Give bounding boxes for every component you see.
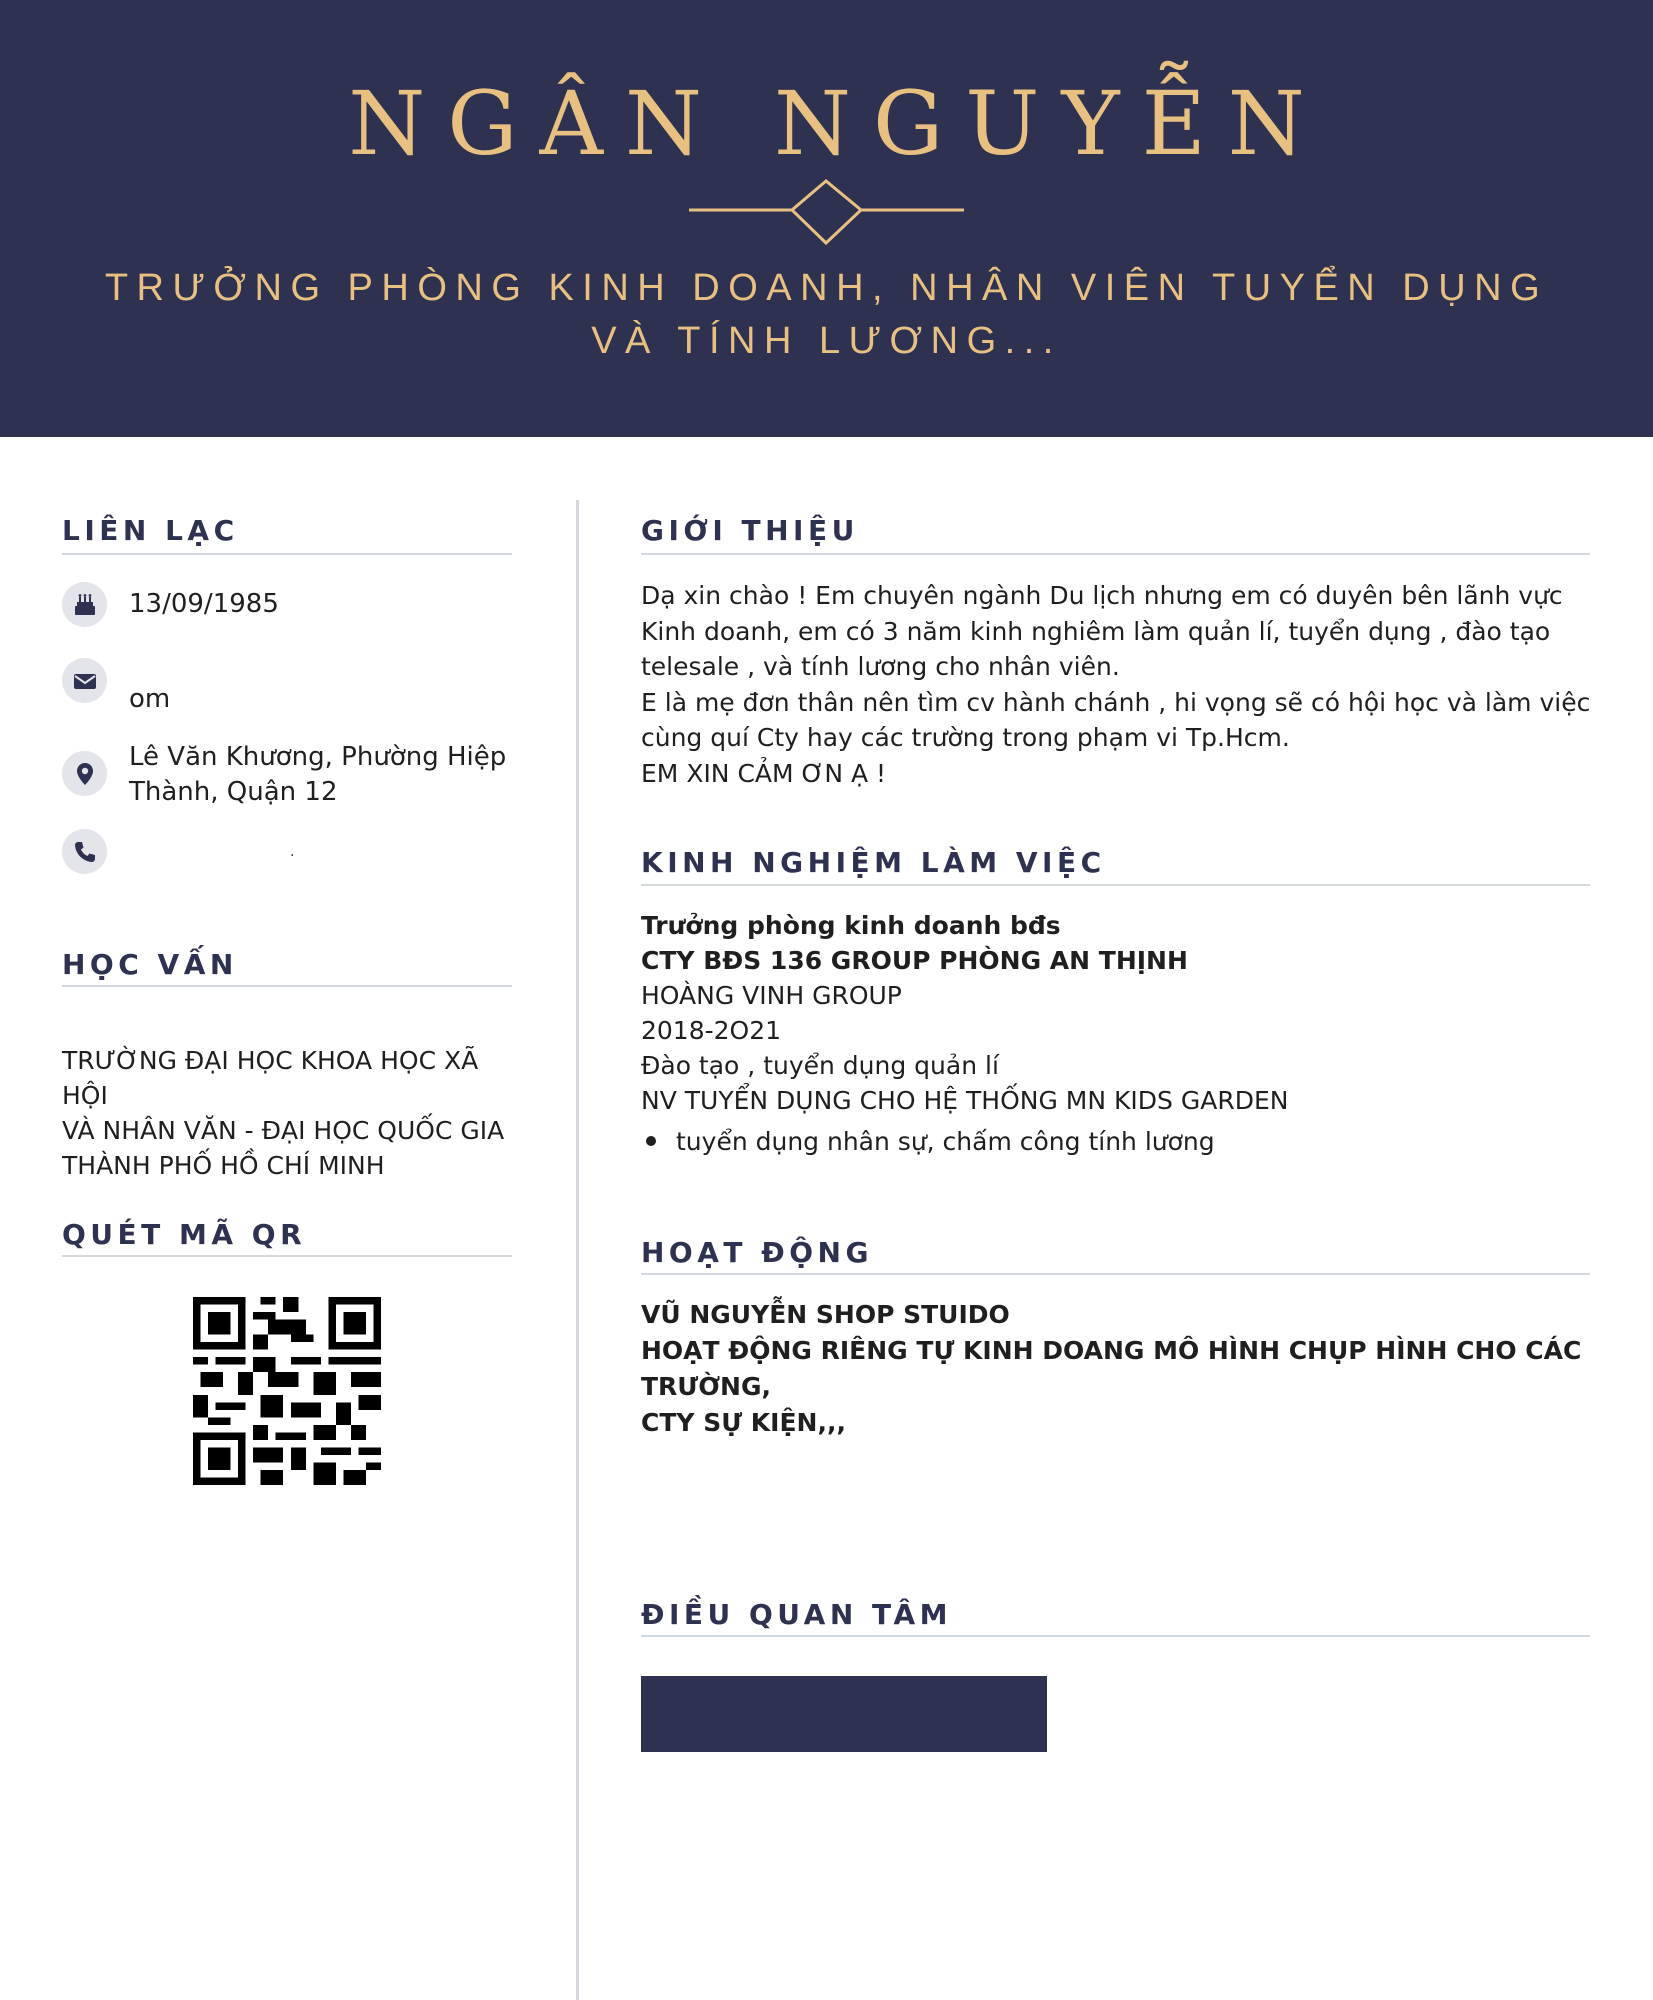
diamond-ornament-icon: [689, 178, 964, 250]
birth-date: 13/09/1985: [129, 589, 279, 619]
education-line: TRƯỜNG ĐẠI HỌC KHOA HỌC XÃ HỘI: [62, 1046, 479, 1110]
intro-rule: [641, 553, 1590, 555]
intro-paragraph: [641, 578, 1601, 791]
contact-rule: [62, 553, 512, 555]
activity-line: CTY SỰ KIỆN,,,: [641, 1408, 846, 1437]
education-rule: [62, 985, 512, 987]
activity-entry: [641, 1297, 1601, 1441]
experience-period: 2018-2O21: [641, 1016, 782, 1045]
column-divider: [576, 500, 579, 2000]
intro-line: Kinh doanh, em có 3 năm kinh nghiêm làm quản lí, tuyển dụng , đào tạo: [641, 616, 1551, 646]
qr-section-title: QUÉT MÃ QR: [62, 1218, 307, 1251]
map-pin-icon: [62, 751, 107, 796]
experience-entry: [641, 908, 1601, 1159]
candidate-name: NGÂN NGUYỄN: [348, 72, 1327, 175]
experience-position: Trưởng phòng kinh doanh bđs: [641, 911, 1061, 940]
activity-line: VŨ NGUYỄN SHOP STUIDO: [641, 1300, 1010, 1329]
header-banner: [0, 0, 1653, 437]
experience-duty: Đào tạo , tuyển dụng quản lí: [641, 1051, 999, 1080]
phone-icon: [62, 829, 107, 874]
experience-bullet: [641, 1124, 1601, 1159]
phone-number[interactable]: .: [290, 844, 295, 860]
education-school: [62, 1043, 522, 1183]
education-line: THÀNH PHỐ HỒ CHÍ MINH: [62, 1151, 385, 1180]
interests-rule: [641, 1635, 1590, 1637]
education-section-title: HỌC VẤN: [62, 948, 238, 981]
contact-section-title: LIÊN LẠC: [62, 514, 239, 547]
birthday-cake-icon: [62, 582, 107, 627]
qr-rule: [62, 1255, 512, 1257]
education-line: VÀ NHÂN VĂN - ĐẠI HỌC QUỐC GIA: [62, 1116, 505, 1145]
activity-section-title: HOẠT ĐỘNG: [641, 1236, 873, 1269]
activity-line: HOẠT ĐỘNG RIÊNG TỰ KINH DOANG MÔ HÌNH CHỤP HÌNH CHO CÁC TRƯỜNG,: [641, 1336, 1582, 1401]
job-title: [80, 262, 1573, 368]
address-line-1: Lê Văn Khương, Phường Hiệp: [129, 742, 507, 772]
job-title-line-1: TRƯỞNG PHÒNG KINH DOANH, NHÂN VIÊN TUYỂN DỤNG: [104, 267, 1549, 309]
email-address[interactable]: om: [129, 684, 171, 714]
experience-second-role: NV TUYỂN DỤNG CHO HỆ THỐNG MN KIDS GARDEN: [641, 1086, 1289, 1115]
bullet-icon: [646, 1136, 656, 1146]
intro-section-title: GIỚI THIỆU: [641, 514, 859, 547]
intro-line: Dạ xin chào ! Em chuyên ngành Du lịch nhưng em có duyên bên lãnh vực: [641, 581, 1563, 610]
job-title-line-2: VÀ TÍNH LƯƠNG...: [591, 320, 1062, 362]
intro-line: telesale , và tính lương cho nhân viên.: [641, 652, 1120, 681]
intro-line: cùng quí Cty hay các trường trong phạm vi Tp.Hcm.: [641, 723, 1290, 752]
experience-section-title: KINH NGHIỆM LÀM VIỆC: [641, 846, 1106, 879]
address: [129, 740, 506, 810]
qr-code-image: [193, 1297, 381, 1485]
experience-company: CTY BĐS 136 GROUP PHÒNG AN THỊNH: [641, 946, 1188, 975]
activity-rule: [641, 1273, 1590, 1275]
experience-rule: [641, 884, 1590, 886]
interests-section-title: ĐIỀU QUAN TÂM: [641, 1598, 952, 1631]
interest-tag: [641, 1676, 1047, 1752]
experience-bullet-text: tuyển dụng nhân sự, chấm công tính lương: [676, 1127, 1215, 1156]
envelope-icon: [62, 658, 107, 703]
intro-line: EM XIN CẢM ƠN Ạ !: [641, 758, 887, 788]
intro-line: E là mẹ đơn thân nên tìm cv hành chánh , hi vọng sẽ có hội học và làm việc: [641, 687, 1591, 717]
experience-group: HOÀNG VINH GROUP: [641, 981, 902, 1010]
address-line-2: Thành, Quận 12: [129, 777, 338, 807]
